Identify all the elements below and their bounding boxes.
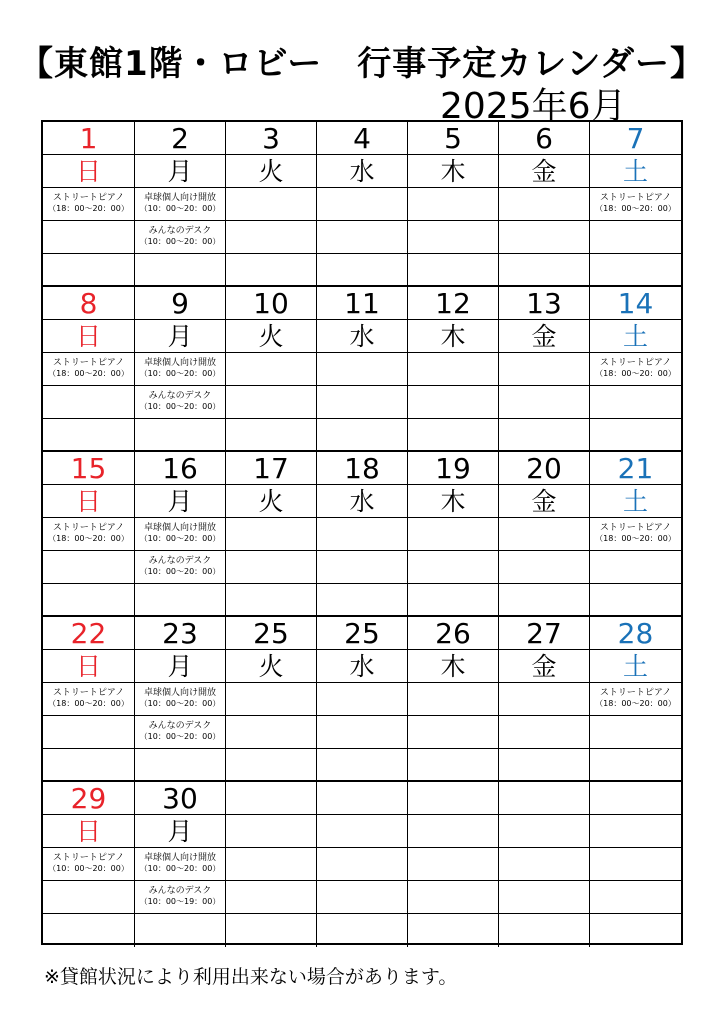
day-number: 12 (408, 287, 498, 320)
day-number: 1 (43, 122, 134, 155)
calendar-week (43, 122, 681, 287)
day-number: 17 (226, 452, 316, 485)
event-slot (43, 419, 134, 452)
event-slot (499, 353, 589, 386)
day-cell (590, 452, 681, 615)
day-number: 18 (317, 452, 407, 485)
event-slot (590, 221, 681, 254)
day-of-week (499, 815, 589, 848)
event-slot (408, 254, 498, 287)
event-time: （10：00～20：00） (139, 402, 221, 411)
event-time: （10：00～20：00） (139, 369, 221, 378)
event-slot (43, 518, 134, 551)
day-cell (590, 122, 681, 285)
event-slot (226, 683, 316, 716)
event-slot (499, 419, 589, 452)
day-number: 9 (135, 287, 225, 320)
day-of-week: 水 (317, 485, 407, 518)
day-number: 8 (43, 287, 134, 320)
event-slot (226, 386, 316, 419)
day-number: 30 (135, 782, 225, 815)
day-number: 3 (226, 122, 316, 155)
event-slot (135, 353, 225, 386)
event-slot (590, 188, 681, 221)
event-slot (43, 584, 134, 617)
event-slot (226, 221, 316, 254)
event-name: みんなのデスク (148, 721, 212, 731)
event-name: 卓球個人向け開放 (143, 523, 216, 533)
event-slot (590, 914, 681, 947)
day-of-week: 月 (135, 485, 225, 518)
event-slot (226, 188, 316, 221)
day-cell (499, 122, 590, 285)
event-time: （10：00～20：00） (139, 237, 221, 246)
event-slot (499, 848, 589, 881)
event-slot (590, 518, 681, 551)
day-cell (408, 287, 499, 450)
event-slot (408, 386, 498, 419)
event-slot (499, 254, 589, 287)
event-time: （10：00～20：00） (139, 699, 221, 708)
day-number: 25 (317, 617, 407, 650)
event-slot (317, 386, 407, 419)
event-slot (226, 881, 316, 914)
day-cell (135, 287, 226, 450)
event-slot (226, 749, 316, 782)
day-number (408, 782, 498, 815)
day-of-week: 月 (135, 155, 225, 188)
event-name: ストリートピアノ (599, 688, 672, 698)
event-time: （18：00～20：00） (48, 369, 129, 378)
calendar-week (43, 452, 681, 617)
event-slot (135, 749, 225, 782)
event-time: （18：00～20：00） (48, 534, 129, 543)
day-of-week: 月 (135, 815, 225, 848)
day-of-week: 金 (499, 155, 589, 188)
day-of-week: 火 (226, 650, 316, 683)
event-slot (226, 419, 316, 452)
event-slot (590, 254, 681, 287)
event-name: ストリートピアノ (599, 523, 672, 533)
calendar-grid (41, 120, 683, 945)
day-of-week: 水 (317, 650, 407, 683)
event-slot (590, 386, 681, 419)
day-number: 15 (43, 452, 134, 485)
event-slot (499, 386, 589, 419)
event-slot (590, 584, 681, 617)
day-number: 22 (43, 617, 134, 650)
event-time: （10：00～19：00） (139, 897, 221, 906)
day-cell (317, 122, 408, 285)
event-slot (317, 188, 407, 221)
day-cell (226, 287, 317, 450)
day-cell (590, 617, 681, 780)
day-number: 14 (590, 287, 681, 320)
event-slot (226, 551, 316, 584)
day-of-week: 土 (590, 320, 681, 353)
event-slot (43, 188, 134, 221)
day-cell (408, 782, 499, 947)
event-slot (135, 584, 225, 617)
day-number: 5 (408, 122, 498, 155)
event-slot (43, 716, 134, 749)
day-of-week: 日 (43, 320, 134, 353)
day-of-week: 土 (590, 485, 681, 518)
event-slot (408, 716, 498, 749)
day-of-week: 火 (226, 485, 316, 518)
event-slot (408, 848, 498, 881)
day-number: 23 (135, 617, 225, 650)
event-slot (226, 848, 316, 881)
event-slot (408, 749, 498, 782)
day-cell (226, 782, 317, 947)
day-number (317, 782, 407, 815)
event-slot (499, 881, 589, 914)
event-name: ストリートピアノ (52, 688, 125, 698)
event-slot (317, 254, 407, 287)
day-number: 11 (317, 287, 407, 320)
event-slot (590, 848, 681, 881)
day-cell (590, 782, 681, 947)
event-time: （18：00～20：00） (595, 699, 676, 708)
event-slot (317, 221, 407, 254)
event-time: （10：00～20：00） (139, 534, 221, 543)
event-slot (408, 551, 498, 584)
event-slot (135, 848, 225, 881)
event-slot (226, 254, 316, 287)
event-slot (590, 551, 681, 584)
day-number (499, 782, 589, 815)
day-cell (499, 287, 590, 450)
event-name: みんなのデスク (148, 391, 212, 401)
event-slot (43, 881, 134, 914)
day-number: 26 (408, 617, 498, 650)
event-time: （10：00～20：00） (139, 732, 221, 741)
event-time: （10：00～20：00） (48, 864, 129, 873)
event-slot (43, 551, 134, 584)
day-of-week: 月 (135, 320, 225, 353)
event-slot (499, 749, 589, 782)
day-of-week: 水 (317, 320, 407, 353)
event-slot (135, 419, 225, 452)
event-slot (135, 683, 225, 716)
day-cell (43, 287, 135, 450)
event-name: みんなのデスク (148, 886, 212, 896)
event-time: （18：00～20：00） (48, 699, 129, 708)
event-slot (43, 749, 134, 782)
event-name: みんなのデスク (148, 556, 212, 566)
event-slot (317, 353, 407, 386)
calendar-week (43, 782, 681, 947)
day-cell (43, 122, 135, 285)
event-slot (135, 518, 225, 551)
event-slot (408, 221, 498, 254)
day-number: 16 (135, 452, 225, 485)
day-cell (135, 782, 226, 947)
event-name: 卓球個人向け開放 (143, 853, 216, 863)
page-title: 【東館1階・ロビー 行事予定カレンダー】 (18, 44, 706, 84)
event-slot (317, 749, 407, 782)
day-number: 19 (408, 452, 498, 485)
footer-note: ※貸館状況により利用出来ない場合があります。 (44, 966, 458, 988)
day-cell (590, 287, 681, 450)
day-number: 29 (43, 782, 134, 815)
day-of-week (408, 815, 498, 848)
day-cell (408, 452, 499, 615)
event-slot (135, 551, 225, 584)
event-slot (135, 221, 225, 254)
day-cell (499, 452, 590, 615)
day-of-week: 水 (317, 155, 407, 188)
event-time: （10：00～20：00） (139, 864, 221, 873)
day-cell (135, 122, 226, 285)
day-of-week: 日 (43, 815, 134, 848)
day-cell (43, 782, 135, 947)
event-slot (499, 188, 589, 221)
day-cell (408, 122, 499, 285)
event-slot (135, 716, 225, 749)
event-slot (317, 683, 407, 716)
event-slot (43, 221, 134, 254)
day-of-week (226, 815, 316, 848)
event-name: ストリートピアノ (599, 358, 672, 368)
event-slot (499, 551, 589, 584)
day-cell (317, 782, 408, 947)
day-cell (43, 617, 135, 780)
event-slot (135, 254, 225, 287)
day-of-week: 木 (408, 320, 498, 353)
event-slot (226, 716, 316, 749)
day-of-week: 木 (408, 650, 498, 683)
day-cell (226, 452, 317, 615)
day-number (590, 782, 681, 815)
day-cell (499, 782, 590, 947)
event-slot (499, 584, 589, 617)
event-slot (590, 353, 681, 386)
event-slot (135, 914, 225, 947)
day-cell (43, 452, 135, 615)
day-of-week: 火 (226, 320, 316, 353)
event-slot (317, 551, 407, 584)
event-slot (317, 881, 407, 914)
day-of-week: 土 (590, 155, 681, 188)
event-slot (135, 881, 225, 914)
day-cell (317, 452, 408, 615)
event-time: （18：00～20：00） (595, 534, 676, 543)
event-slot (499, 716, 589, 749)
day-of-week: 金 (499, 320, 589, 353)
day-cell (226, 617, 317, 780)
event-time: （18：00～20：00） (595, 204, 676, 213)
event-slot (408, 584, 498, 617)
day-number: 6 (499, 122, 589, 155)
event-time: （18：00～20：00） (48, 204, 129, 213)
event-slot (135, 386, 225, 419)
event-slot (226, 353, 316, 386)
day-cell (135, 617, 226, 780)
event-slot (499, 518, 589, 551)
event-slot (317, 518, 407, 551)
day-cell (317, 287, 408, 450)
event-slot (499, 683, 589, 716)
event-slot (226, 584, 316, 617)
day-of-week: 火 (226, 155, 316, 188)
event-time: （18：00～20：00） (595, 369, 676, 378)
day-number: 7 (590, 122, 681, 155)
event-name: 卓球個人向け開放 (143, 358, 216, 368)
day-number: 2 (135, 122, 225, 155)
event-slot (408, 419, 498, 452)
event-slot (43, 353, 134, 386)
day-of-week (590, 815, 681, 848)
event-slot (317, 914, 407, 947)
event-slot (408, 683, 498, 716)
event-slot (408, 353, 498, 386)
day-of-week: 月 (135, 650, 225, 683)
event-name: みんなのデスク (148, 226, 212, 236)
event-slot (43, 683, 134, 716)
event-slot (499, 221, 589, 254)
day-cell (317, 617, 408, 780)
calendar-week (43, 617, 681, 782)
event-slot (408, 881, 498, 914)
event-name: ストリートピアノ (599, 193, 672, 203)
event-slot (317, 848, 407, 881)
event-slot (408, 188, 498, 221)
event-slot (408, 914, 498, 947)
event-slot (43, 848, 134, 881)
day-number: 4 (317, 122, 407, 155)
event-slot (317, 584, 407, 617)
event-slot (43, 386, 134, 419)
day-of-week: 金 (499, 650, 589, 683)
event-name: ストリートピアノ (52, 853, 125, 863)
event-name: 卓球個人向け開放 (143, 688, 216, 698)
day-number: 21 (590, 452, 681, 485)
day-number: 28 (590, 617, 681, 650)
day-cell (408, 617, 499, 780)
event-slot (43, 254, 134, 287)
day-cell (135, 452, 226, 615)
event-slot (226, 518, 316, 551)
event-name: ストリートピアノ (52, 358, 125, 368)
day-number (226, 782, 316, 815)
event-slot (590, 716, 681, 749)
calendar-month: 2025年6月 (440, 86, 627, 127)
event-name: ストリートピアノ (52, 523, 125, 533)
day-of-week: 金 (499, 485, 589, 518)
calendar-week (43, 287, 681, 452)
day-cell (499, 617, 590, 780)
event-slot (226, 914, 316, 947)
event-slot (590, 419, 681, 452)
event-slot (43, 914, 134, 947)
event-time: （10：00～20：00） (139, 204, 221, 213)
event-name: 卓球個人向け開放 (143, 193, 216, 203)
day-of-week: 木 (408, 485, 498, 518)
day-number: 13 (499, 287, 589, 320)
event-slot (317, 419, 407, 452)
day-number: 25 (226, 617, 316, 650)
event-slot (317, 716, 407, 749)
event-name: ストリートピアノ (52, 193, 125, 203)
day-of-week: 日 (43, 155, 134, 188)
event-slot (499, 914, 589, 947)
day-cell (226, 122, 317, 285)
event-time: （10：00～20：00） (139, 567, 221, 576)
day-of-week: 木 (408, 155, 498, 188)
event-slot (590, 749, 681, 782)
day-of-week (317, 815, 407, 848)
day-number: 27 (499, 617, 589, 650)
event-slot (408, 518, 498, 551)
day-number: 20 (499, 452, 589, 485)
event-slot (590, 683, 681, 716)
event-slot (590, 881, 681, 914)
day-of-week: 土 (590, 650, 681, 683)
event-slot (135, 188, 225, 221)
day-of-week: 日 (43, 650, 134, 683)
day-number: 10 (226, 287, 316, 320)
day-of-week: 日 (43, 485, 134, 518)
